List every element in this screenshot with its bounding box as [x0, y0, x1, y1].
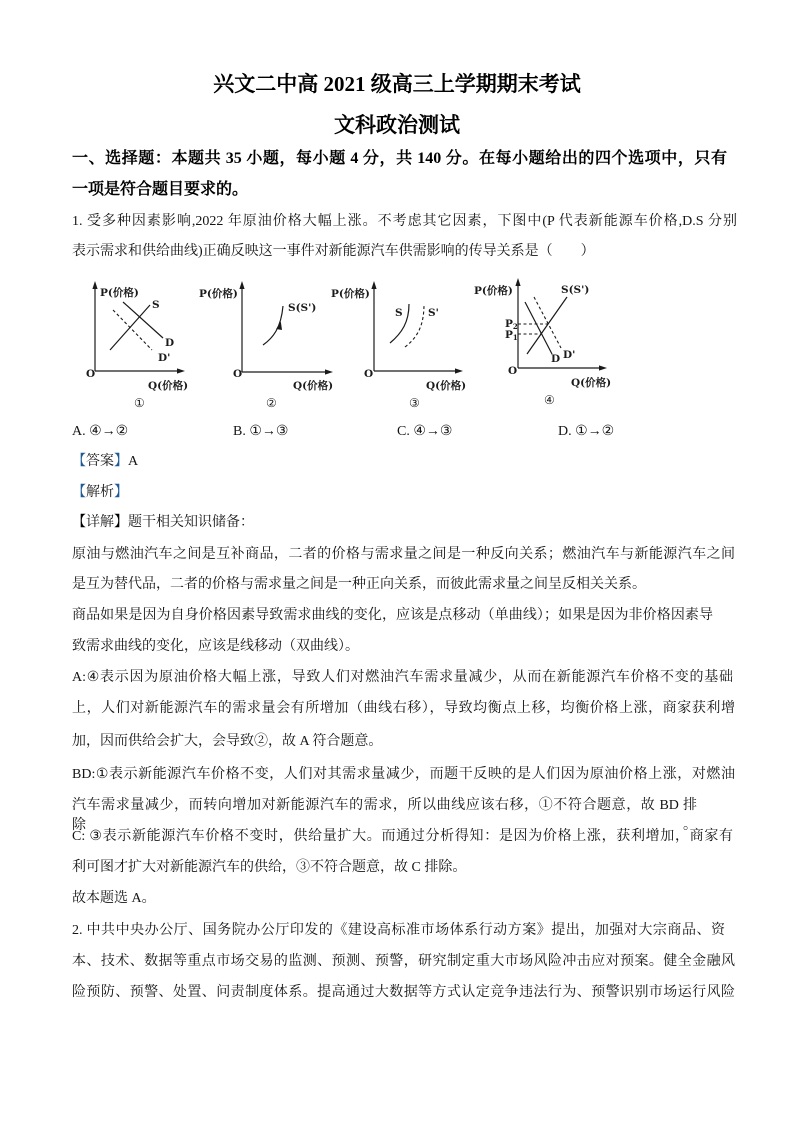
graph-3-y-arrow-icon [371, 281, 376, 289]
explanation-conclusion: 故本题选 A。 [72, 891, 156, 906]
q1-detail-heading [72, 513, 254, 533]
explanation-line: 原油与燃油汽车之间是互补商品，二者的价格与需求量之间是一种反向关系；燃油汽车与新能源汽车之间 [72, 547, 735, 562]
graph-3-x-label: Q(价格) [426, 380, 467, 392]
graph-4-y-arrow-icon [515, 278, 520, 286]
analysis-tag: 解析 [86, 485, 114, 500]
graph-4-label-d-prime: D' [563, 349, 576, 361]
explanation-line: 商品如果是因为自身价格因素导致需求曲线的变化，应该是点移动（单曲线）；如果是因为非价格因素导 [72, 608, 713, 623]
graph-4-origin: O [508, 365, 518, 377]
q1-supply-demand-figure [0, 270, 794, 420]
p2-sub: 2 [512, 322, 518, 331]
graph-2-origin: O [233, 368, 243, 380]
graph-1-demand-shifted-line [113, 310, 152, 350]
graph-3-origin: O [364, 368, 374, 380]
graph-3 [331, 281, 466, 410]
explanation-line: BD:①表示新能源汽车价格不变，人们对其需求量减少，而题干反映的是人们因为原油价格上涨，对燃油 [72, 767, 735, 782]
explanation-line: 上，人们对新能源汽车的需求量会有所增加（曲线右移），导致均衡点上移，均衡价格上涨，商家获利增 [72, 701, 735, 716]
q1-stem-line-1: 1. 受多种因素影响,2022 年原油价格大幅上涨。不考虑其它因素，下图中(P 代表新能源车价格,D.S 分别 [72, 214, 737, 229]
graph-4-y-label: P(价格) [474, 285, 513, 297]
graph-4-demand-line [525, 302, 552, 354]
explanation-line: A:④表示因为原油价格大幅上涨，导致人们对燃油汽车需求量减少，从而在新能源汽车价格不变的基础 [72, 670, 733, 685]
explanation-line: 利可图才扩大对新能源汽车的供给，③不符合题意，故 C 排除。 [72, 860, 467, 875]
q1-option-b: B. ①→③ [233, 424, 289, 439]
graph-4-label-s: S(S') [561, 284, 590, 296]
q1-stem-line-2: 表示需求和供给曲线)正确反映这一事件对新能源汽车供需影响的传导关系是（ ） [72, 244, 595, 259]
section-instructions-line-2: 一项是符合题目要求的。 [72, 181, 249, 198]
graph-1-number: ① [134, 396, 145, 410]
p2-base: P [505, 318, 513, 330]
graph-2-y-label: P(价格) [199, 288, 238, 300]
graph-3-label-s: S [395, 307, 403, 319]
q1-answer [72, 452, 138, 472]
answer-tag: 答案 [86, 454, 114, 469]
graph-4 [474, 278, 611, 407]
graph-4-demand-shifted-line [534, 297, 561, 348]
detail-bracket-open: 【 [72, 515, 86, 530]
graph-3-label-s-prime: S' [428, 307, 439, 319]
graph-1-label-d-prime: D' [158, 352, 171, 364]
graph-1-label-d: D [165, 337, 175, 349]
analysis-bracket-open: 【 [72, 485, 86, 500]
explanation-line: 是互为替代品，二者的价格与需求量之间是一种正向关系，而彼此需求量之间呈反相关关系。 [72, 577, 646, 592]
q1-option-c: C. ④→③ [397, 424, 453, 439]
q2-stem-line-2: 本、技术、数据等重点市场交易的监测、预测、预警，研究制定重大市场风险冲击应对预案。健全金融风 [72, 954, 735, 969]
graph-1 [86, 281, 188, 410]
exam-subtitle: 文科政治测试 [334, 113, 460, 137]
graph-3-x-arrow-icon [455, 368, 463, 373]
graph-3-number: ③ [409, 396, 420, 410]
graph-2-label-s: S(S') [288, 302, 317, 314]
explanation-line: 致需求曲线的变化，应该是线移动（双曲线）。 [72, 639, 359, 654]
graph-2-x-arrow-icon [325, 369, 333, 374]
q1-analysis-heading [72, 483, 128, 503]
graph-1-y-arrow-icon [92, 281, 97, 289]
graph-1-origin: O [86, 368, 96, 380]
exam-title: 兴文二中高 2021 级高三上学期期末考试 [213, 72, 581, 96]
q1-option-d: D. ①→② [558, 424, 615, 439]
section-instructions-line-1: 一、选择题：本题共 35 小题，每小题 4 分，共 140 分。在每小题给出的四个选项中，只有 [72, 150, 727, 167]
answer-bracket-open: 【 [72, 454, 86, 469]
graph-2-x-label: Q(价格) [293, 380, 334, 392]
explanation-line: 加，因而供给会扩大，会导致②，故 A 符合题意。 [72, 734, 383, 749]
graph-2-number: ② [266, 396, 277, 410]
p1-sub: 1 [512, 333, 518, 342]
graph-4-number: ④ [544, 393, 555, 407]
graph-4-x-label: Q(价格) [571, 377, 612, 389]
q1-option-a: A. ④→② [72, 424, 129, 439]
answer-bracket-close: 】 [114, 454, 128, 469]
graph-1-y-label: P(价格) [100, 287, 139, 299]
graph-1-label-s: S [152, 299, 160, 311]
graph-1-x-label: Q(价格) [148, 380, 189, 392]
graph-4-label-d: D [551, 353, 561, 365]
detail-bracket-close: 】 [114, 515, 128, 530]
explanation-line: 汽车需求量减少，而转向增加对新能源汽车的需求，所以曲线应该右移，①不符合题意，故 BD 排除。 [72, 798, 697, 833]
analysis-bracket-close: 】 [114, 485, 128, 500]
graph-3-supply-shifted-curve [405, 304, 424, 347]
graph-4-x-arrow-icon [599, 365, 607, 370]
answer-value: A [128, 454, 139, 469]
graph-2-y-arrow-icon [239, 281, 244, 289]
explanation-line: C: ③表示新能源汽车价格不变时，供给量扩大。而通过分析得知：是因为价格上涨，获利增加，商家有 [72, 829, 733, 844]
graph-1-x-arrow-icon [177, 368, 185, 373]
graph-3-y-label: P(价格) [331, 288, 370, 300]
p1-base: P [505, 329, 513, 341]
detail-intro: 题干相关知识储备： [128, 515, 254, 530]
q2-stem-line-3: 险预防、预警、处置、问责制度体系。提高通过大数据等方式认定竞争违法行为、预警识别市场运行风险 [72, 985, 735, 1000]
graph-2 [199, 281, 333, 410]
detail-tag: 详解 [86, 515, 114, 530]
q2-stem-line-1: 2. 中共中央办公厅、国务院办公厅印发的《建设高标准市场体系行动方案》提出，加强对大宗商品、资 [72, 923, 725, 938]
